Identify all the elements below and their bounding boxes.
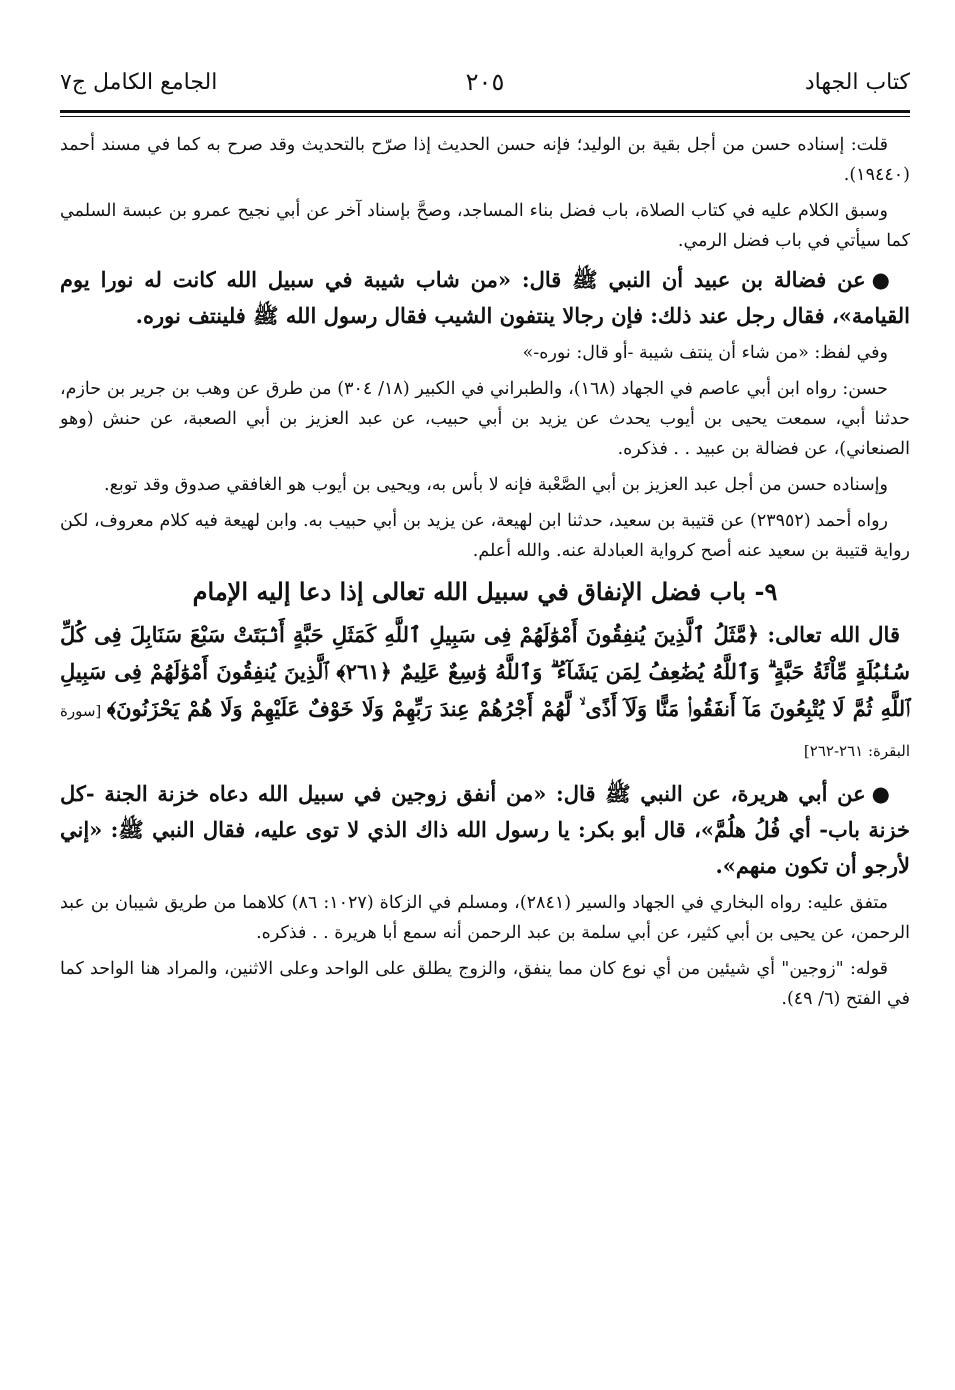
- bullet-icon: ●: [871, 781, 890, 806]
- bullet-icon: ●: [871, 267, 890, 292]
- commentary-paragraph: متفق عليه: رواه البخاري في الجهاد والسير (٢٨٤١)، ومسلم في الزكاة (١٠٢٧: ٨٦) كلاهما من طريق شيبان بن عبد الرحمن، عن يحيى بن أبي كثير، عن أبي سلمة بن عبد الرحمن أنه سمع أبا هريرة . . فذكره.: [60, 893, 910, 943]
- quran-reference: [سورة البقرة: ٢٦١-٢٦٢]: [60, 702, 910, 760]
- commentary-paragraph: قلت: إسناده حسن من أجل بقية بن الوليد؛ فإنه حسن الحديث إذا صرّح بالتحديث وقد صرح به كما في مسند أحمد (١٩٤٤٠).: [60, 135, 910, 185]
- commentary-paragraph: وفي لفظ: «من شاء أن ينتف شيبة -أو قال: نوره-»: [522, 343, 888, 363]
- header-rule-thick: [60, 110, 910, 113]
- chapter-heading: ٩- باب فضل الإنفاق في سبيل الله تعالى إذا دعا إليه الإمام: [192, 577, 778, 606]
- commentary-paragraph: وإسناده حسن من أجل عبد العزيز بن أبي الصَّعْبة فإنه لا بأس به، ويحيى بن أيوب هو الغافقي صدوق وقد توبع.: [104, 475, 888, 495]
- page-header: [60, 60, 910, 106]
- commentary-paragraph: رواه أحمد (٢٣٩٥٢) عن قتيبة بن سعيد، حدثنا ابن لهيعة، عن يزيد بن أبي حبيب به. وابن لهيعة فيه كلام معروف، لكن رواية قتيبة بن سعيد عنه أصح كرواية العبادلة عنه. والله أعلم.: [60, 511, 910, 561]
- header-rule-thin: [60, 116, 910, 117]
- hadith-text: عن فضالة بن عبيد أن النبي ﷺ قال: «من شاب شيبة في سبيل الله كانت له نورا يوم القيامة»، فقال رجل عند ذلك: فإن رجالا ينتفون الشيب فقال رسول الله ﷺ فلينتف نوره.: [60, 267, 910, 328]
- header-book-title: الجامع الكامل ج٧: [60, 70, 218, 95]
- hadith-text: عن أبي هريرة، عن النبي ﷺ قال: «من أنفق زوجين في سبيل الله دعاه خزنة الجنة -كل خزنة باب- أي فُلُ هلُمَّ»، قال أبو بكر: يا رسول الله ذاك الذي لا توى عليه، فقال النبي ﷺ: «إني لأرجو أن تكون منهم».: [60, 781, 910, 878]
- book-page: [60, 60, 910, 1360]
- hadith-paragraph: [60, 776, 910, 884]
- commentary-paragraph: قوله: "زوجين" أي شيئين من أي نوع كان مما ينفق، والزوج يطلق على الواحد وعلى الاثنين، والمراد هنا الواحد كما في الفتح (٦/ ٤٩).: [60, 959, 910, 1009]
- hadith-paragraph: [60, 262, 910, 334]
- commentary-paragraph: حسن: رواه ابن أبي عاصم في الجهاد (١٦٨)، والطبراني في الكبير (١٨/ ٣٠٤) من طرق عن وهب بن جرير بن حازم، حدثنا أبي، سمعت يحيى بن أيوب يحدث عن يزيد بن أبي حبيب، عن عبد العزيز بن أبي الصعبة، عن حنش (وهو الصنعاني)، عن فضالة بن عبيد . . فذكره.: [60, 379, 910, 459]
- page-body: [60, 130, 910, 1020]
- commentary-paragraph: وسبق الكلام عليه في كتاب الصلاة، باب فضل بناء المساجد، وصحَّ بإسناد آخر عن أبي نجيح عمرو بن عبسة السلمي كما سيأتي في باب فضل الرمي.: [60, 201, 910, 251]
- quran-paragraph: [60, 616, 910, 770]
- quran-verse: ﴿مَّثَلُ ٱلَّذِينَ يُنفِقُونَ أَمْوَٰلَهُمْ فِى سَبِيلِ ٱللَّهِ كَمَثَلِ حَبَّةٍ أَنۢبَتَتْ سَبْعَ سَنَابِلَ فِى كُلِّ سُنۢبُلَةٍ مِّاْئَةُ حَبَّةٍ ۗ وَٱللَّهُ يُضَٰعِفُ لِمَن يَشَآءُ ۗ وَٱللَّهُ وَٰسِعٌ عَلِيمٌ ﴿٢٦١﴾ ٱلَّذِينَ يُنفِقُونَ أَمْوَٰلَهُمْ فِى سَبِيلِ ٱللَّهِ ثُمَّ لَا يُتْبِعُونَ مَآ أَنفَقُوا۟ مَنًّا وَلَآ أَذًى ۙ لَّهُمْ أَجْرُهُمْ عِندَ رَبِّهِمْ وَلَا خَوْفٌ عَلَيْهِمْ وَلَا هُمْ يَحْزَنُونَ﴾: [60, 622, 911, 721]
- quran-intro: قال الله تعالى:: [759, 622, 900, 647]
- page-number: ٢٠٥: [465, 68, 505, 96]
- header-chapter-title: كتاب الجهاد: [804, 70, 910, 95]
